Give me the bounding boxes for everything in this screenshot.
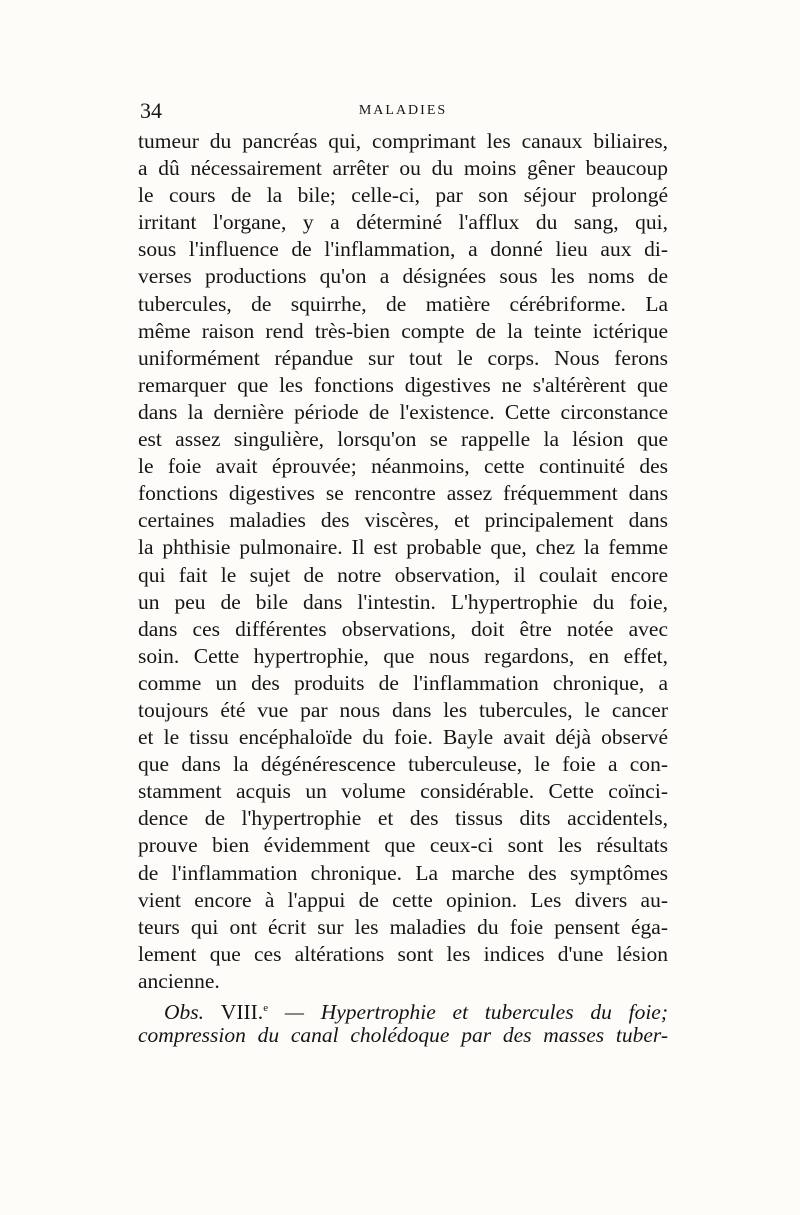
text-line: fonctions digestives se rencontre assez fréquemment dans	[138, 481, 668, 506]
text-line: et le tissu encéphaloïde du foie. Bayle avait déjà observé	[138, 725, 668, 750]
text-line: uniformément répandue sur tout le corps. Nous ferons	[138, 345, 668, 370]
text-line: le cours de la bile; celle-ci, par son séjour prolongé	[138, 183, 668, 208]
text-line: remarquer que les fonctions digestives ne s'altérèrent que	[138, 372, 668, 397]
text-line: dans la dernière période de l'existence. Cette circonstance	[138, 399, 668, 424]
text-line: même raison rend très-bien compte de la teinte ictérique	[138, 318, 668, 343]
text-line: sous l'influence de l'inflammation, a donné lieu aux di-	[138, 237, 668, 262]
observation-title-line1: — Hypertrophie et tubercules du foie;	[268, 1000, 668, 1025]
text-line: vient encore à l'appui de cette opinion. Les divers au-	[138, 887, 668, 912]
text-line: toujours été vue par nous dans les tubercules, le cancer	[138, 697, 668, 722]
text-line: de l'inflammation chronique. La marche des symptômes	[138, 860, 668, 885]
text-line: irritant l'organe, y a déterminé l'afflux du sang, qui,	[138, 210, 668, 235]
text-line: lement que ces altérations sont les indices d'une lésion	[138, 941, 668, 966]
text-line: a dû nécessairement arrêter ou du moins gêner beaucoup	[138, 156, 668, 181]
text-line: soin. Cette hypertrophie, que nous regardons, en effet,	[138, 643, 668, 668]
text-line: certaines maladies des viscères, et principalement dans	[138, 508, 668, 533]
discussion-paragraph	[138, 128, 668, 995]
text-line: stamment acquis un volume considérable. Cette coïnci-	[138, 779, 668, 804]
observation-number: VIII.	[220, 1000, 264, 1025]
body-text	[138, 128, 668, 1049]
text-line: un peu de bile dans l'intestin. L'hypertrophie du foie,	[138, 589, 668, 614]
text-line: qui fait le sujet de notre observation, il coulait encore	[138, 562, 668, 587]
text-line: ancienne.	[138, 968, 220, 993]
text-line: teurs qui ont écrit sur les maladies du foie pensent éga-	[138, 914, 668, 939]
page-header	[138, 96, 668, 126]
text-line: tubercules, de squirrhe, de matière cérébriforme. La	[138, 291, 668, 316]
text-line: tumeur du pancréas qui, comprimant les canaux biliaires,	[138, 129, 668, 153]
observation-ordinal: e	[263, 1002, 269, 1014]
running-head: MALADIES	[358, 103, 448, 118]
text-line: dence de l'hypertrophie et des tissus dits accidentels,	[138, 806, 668, 831]
observation-heading	[138, 995, 668, 1025]
text-line: le foie avait éprouvée; néanmoins, cette continuité des	[138, 454, 668, 479]
observation-label: Obs.	[164, 1000, 205, 1025]
text-line: verses productions qu'on a désignées sous les noms de	[138, 264, 668, 289]
text-line: est assez singulière, lorsqu'on se rappelle la lésion que	[138, 427, 668, 452]
text-line: prouve bien évidemment que ceux-ci sont les résultats	[138, 833, 668, 858]
text-line: la phthisie pulmonaire. Il est probable que, chez la femme	[138, 535, 668, 560]
text-line: que dans la dégénérescence tuberculeuse, le foie a con-	[138, 752, 668, 777]
observation-title-line2: compression du canal cholédoque par des masses tuber-	[138, 1023, 668, 1048]
page-number: 34	[140, 98, 162, 123]
text-line: comme un des produits de l'inflammation chronique, a	[138, 670, 668, 695]
text-line: dans ces différentes observations, doit être notée avec	[138, 616, 668, 641]
